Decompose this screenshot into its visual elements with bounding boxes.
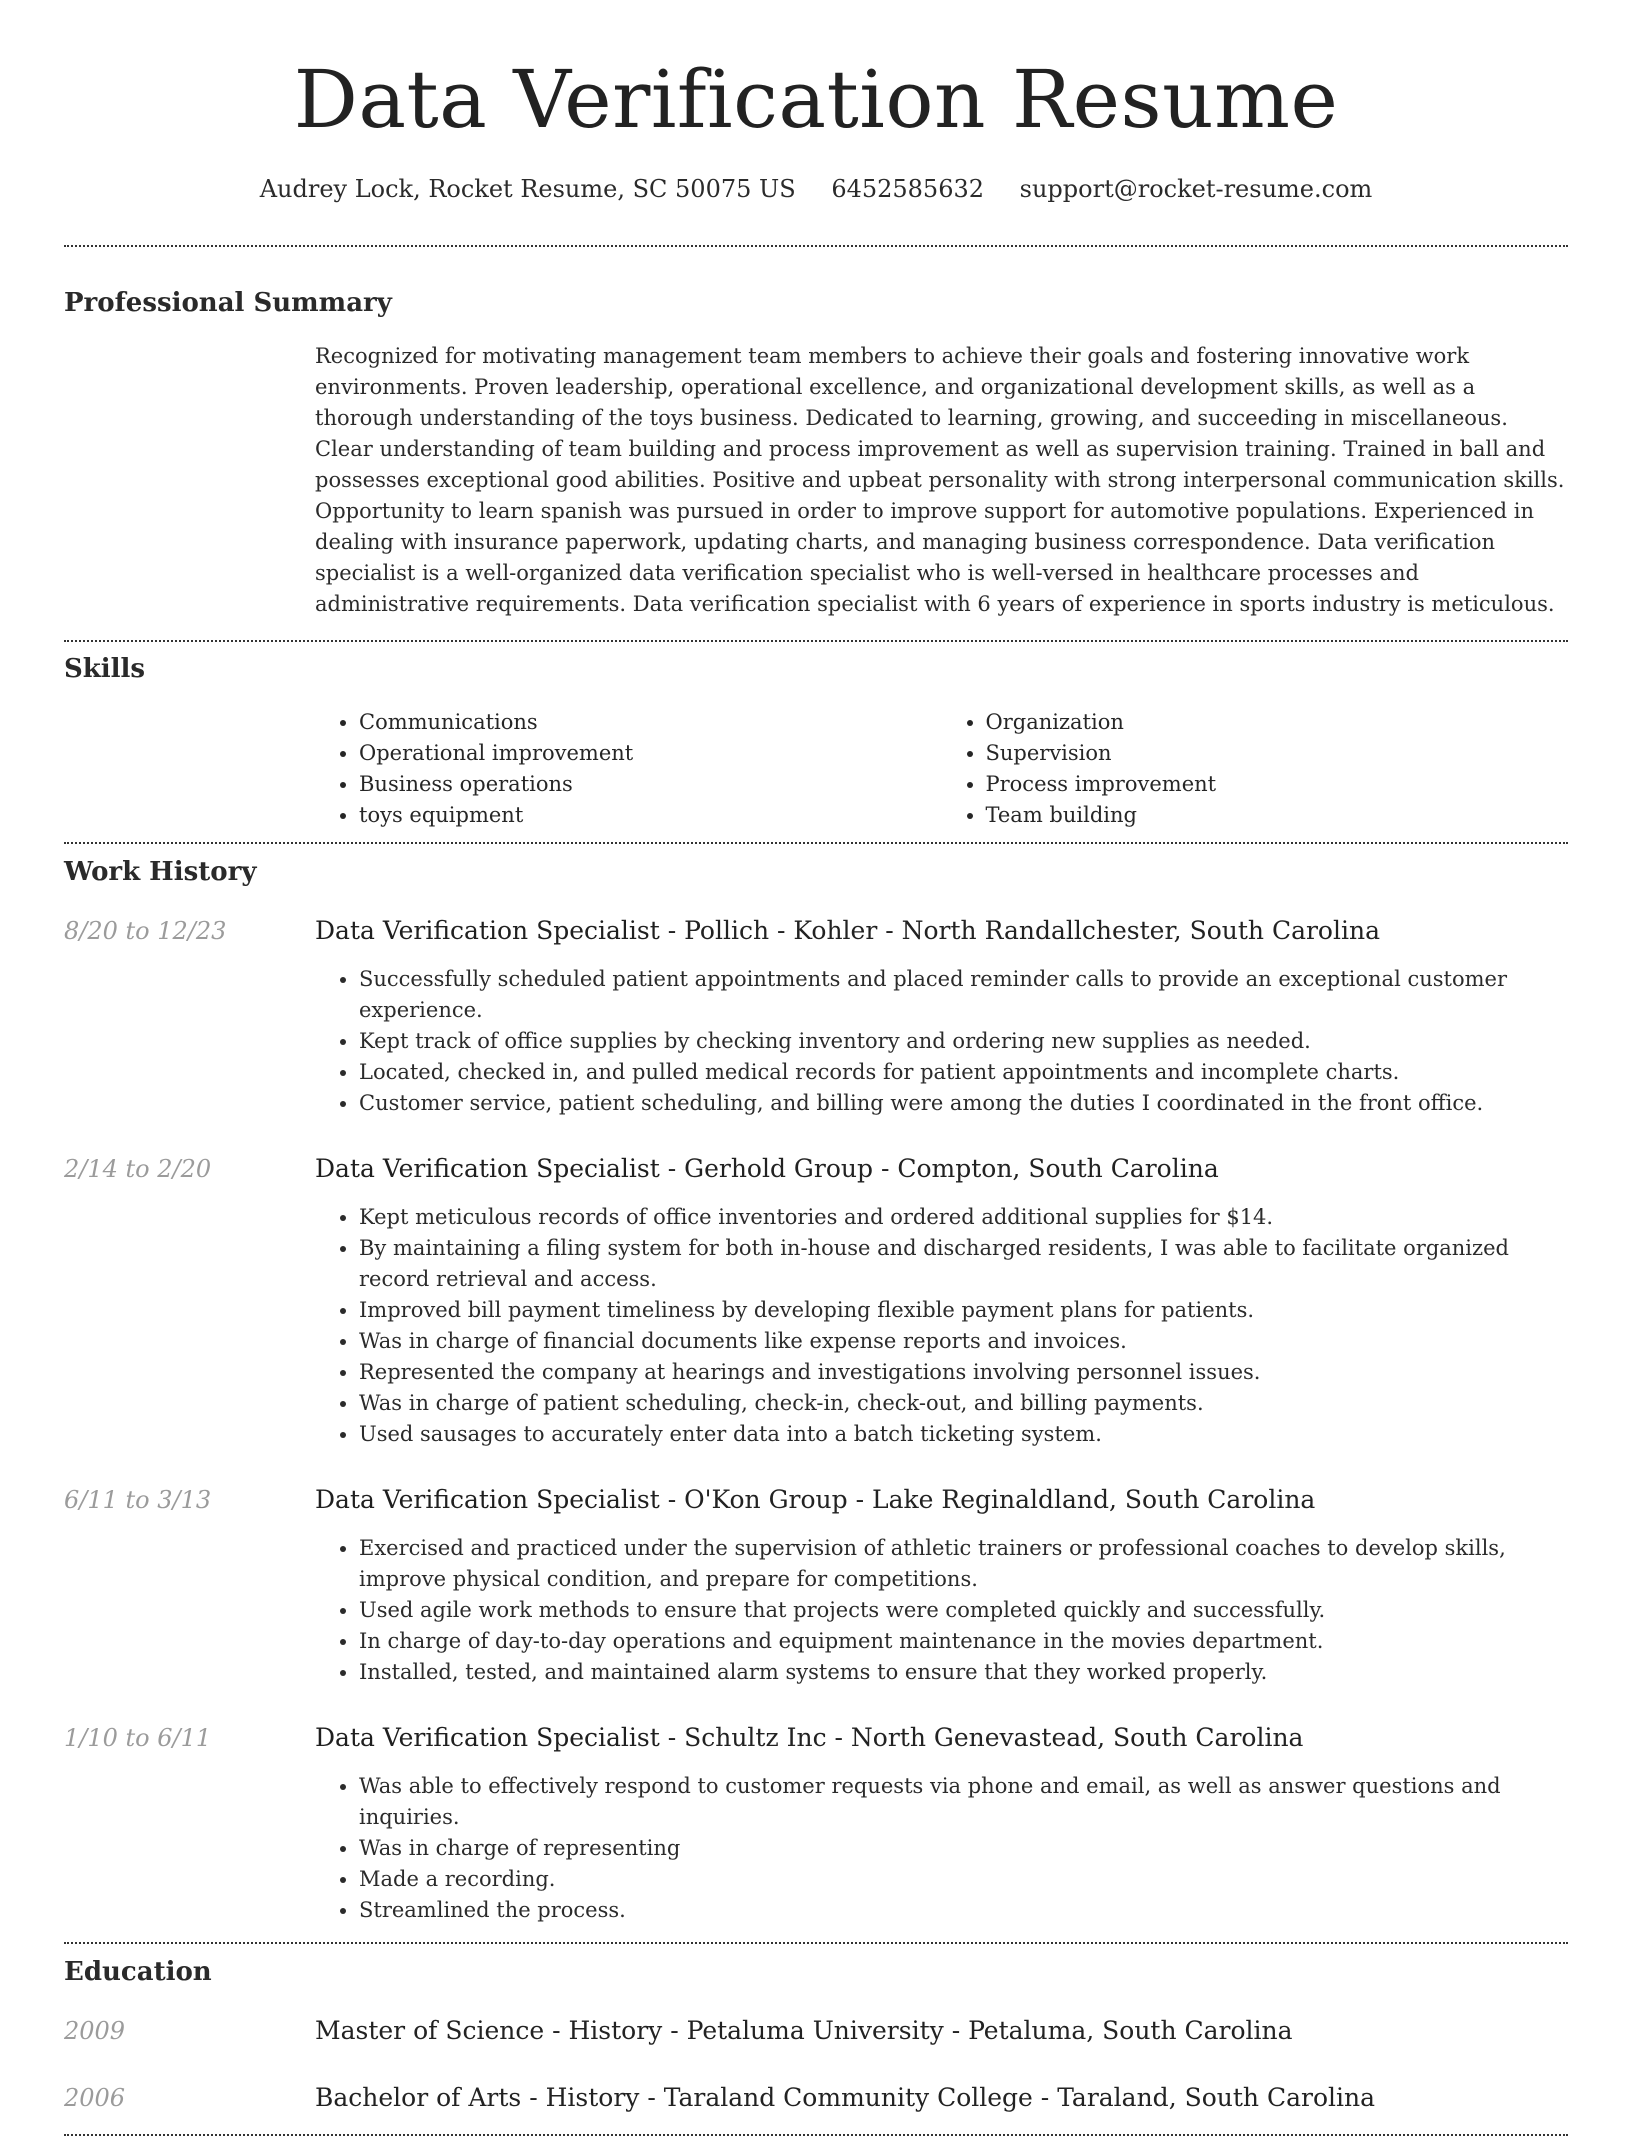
job-bullets	[315, 964, 1568, 1119]
job-bullet: • Streamlined the process.	[359, 1895, 1568, 1926]
section-title-skills: Skills	[64, 654, 146, 684]
divider	[64, 842, 1568, 844]
education-school: - Taraland Community College - Taraland, South Carolina	[639, 2083, 1375, 2112]
job-title-line	[315, 915, 1380, 947]
skill-item: • toys equipment	[359, 800, 942, 831]
education-school: - Petaluma University - Petaluma, South Carolina	[662, 2016, 1293, 2045]
job-bullet: • Was in charge of financial documents like expense reports and invoices.	[359, 1326, 1568, 1357]
job-entry	[64, 1484, 1568, 1688]
job-bullet: • Was in charge of representing	[359, 1833, 1568, 1864]
education-entry	[64, 2015, 1568, 2047]
divider	[64, 245, 1568, 247]
skill-item: • Communications	[359, 707, 942, 738]
education-degree: Master of Science - History	[315, 2016, 663, 2045]
job-employer: - Gerhold Group - Compton, South Carolina	[659, 1154, 1219, 1183]
education-entry	[64, 2082, 1568, 2114]
job-title-line	[315, 1484, 1315, 1516]
job-bullets	[315, 1771, 1568, 1926]
job-bullet: • Exercised and practiced under the supervision of athletic trainers or professional coaches to develop skills, improve physical condition, and prepare for competitions.	[359, 1533, 1568, 1595]
skill-item: • Team building	[986, 800, 1569, 831]
job-bullets	[315, 1202, 1568, 1450]
job-bullet: • Used agile work methods to ensure that projects were completed quickly and successfully.	[359, 1595, 1568, 1626]
job-bullet: • Was able to effectively respond to customer requests via phone and email, as well as answer questions and inquiries.	[359, 1771, 1568, 1833]
contact-phone: 6452585632	[831, 175, 985, 203]
contact-email: support@rocket-resume.com	[1019, 175, 1373, 203]
job-bullet: • In charge of day-to-day operations and equipment maintenance in the movies department.	[359, 1626, 1568, 1657]
education-line	[315, 2082, 1375, 2114]
contact-address: Audrey Lock, Rocket Resume, SC 50075 US	[259, 175, 796, 203]
job-bullets	[315, 1533, 1568, 1688]
section-title-summary: Professional Summary	[64, 288, 392, 318]
skill-item: • Operational improvement	[359, 738, 942, 769]
skill-item: • Business operations	[359, 769, 942, 800]
job-employer: - O'Kon Group - Lake Reginaldland, South Carolina	[659, 1485, 1316, 1514]
job-entry	[64, 1722, 1568, 1926]
education-degree: Bachelor of Arts - History	[315, 2083, 640, 2112]
job-bullet: • Located, checked in, and pulled medical records for patient appointments and incomplete charts.	[359, 1057, 1568, 1088]
education-year: 2009	[64, 2017, 126, 2045]
job-bullet: • Installed, tested, and maintained alarm systems to ensure that they worked properly.	[359, 1657, 1568, 1688]
resume-page	[64, 0, 1568, 2136]
education-line	[315, 2015, 1293, 2047]
skills-column-left	[315, 707, 942, 831]
job-entry	[64, 915, 1568, 1119]
contact-line	[64, 174, 1568, 204]
job-role: Data Verification Specialist	[315, 1723, 660, 1752]
job-title-line	[315, 1153, 1219, 1185]
skill-item: • Organization	[986, 707, 1569, 738]
job-employer: - Pollich - Kohler - North Randallchester, South Carolina	[659, 916, 1380, 945]
job-dates: 2/14 to 2/20	[64, 1155, 212, 1183]
job-bullet: • Improved bill payment timeliness by developing flexible payment plans for patients.	[359, 1295, 1568, 1326]
job-role: Data Verification Specialist	[315, 1154, 660, 1183]
job-bullet: • By maintaining a filing system for both in-house and discharged residents, I was able to facilitate organized record retrieval and access.	[359, 1233, 1568, 1295]
job-bullet: • Represented the company at hearings and investigations involving personnel issues.	[359, 1357, 1568, 1388]
job-bullet: • Kept meticulous records of office inventories and ordered additional supplies for $14.	[359, 1202, 1568, 1233]
skill-item: • Supervision	[986, 738, 1569, 769]
job-employer: - Schultz Inc - North Genevastead, South Carolina	[659, 1723, 1304, 1752]
job-bullet: • Made a recording.	[359, 1864, 1568, 1895]
skill-item: • Process improvement	[986, 769, 1569, 800]
job-bullet: • Was in charge of patient scheduling, check-in, check-out, and billing payments.	[359, 1388, 1568, 1419]
job-bullet: • Customer service, patient scheduling, and billing were among the duties I coordinated in the front office.	[359, 1088, 1568, 1119]
job-dates: 8/20 to 12/23	[64, 917, 227, 945]
job-bullet: • Used sausages to accurately enter data into a batch ticketing system.	[359, 1419, 1568, 1450]
section-title-work: Work History	[64, 857, 257, 887]
divider	[64, 1942, 1568, 1944]
education-year: 2006	[64, 2084, 126, 2112]
resume-title: Data Verification Resume	[293, 53, 1339, 146]
summary-text: Recognized for motivating management team members to achieve their goals and fostering innovative work environments. Proven leadership, operational excellence, and organizational development skills, as well as a thorough understanding of the toys business. Dedicated to learning, growing, and succeeding in miscellaneous. Clear understanding of team building and process improvement as well as supervision training. Trained in ball and possesses exceptional good abilities. Positive and upbeat personality with strong interpersonal communication skills. Opportunity to learn spanish was pursued in order to improve support for automotive populations. Experienced in dealing with insurance paperwork, updating charts, and managing business correspondence. Data verification specialist is a well-organized data verification specialist who is well-versed in healthcare processes and administrative requirements. Data verification specialist with 6 years of experience in sports industry is meticulous.	[315, 344, 1565, 616]
divider	[64, 640, 1568, 642]
skills-list	[315, 707, 1568, 831]
job-entry	[64, 1153, 1568, 1450]
section-title-education: Education	[64, 1957, 212, 1987]
job-dates: 1/10 to 6/11	[64, 1724, 212, 1752]
job-bullet: • Kept track of office supplies by checking inventory and ordering new supplies as needed.	[359, 1026, 1568, 1057]
skills-column-right	[942, 707, 1569, 831]
job-role: Data Verification Specialist	[315, 1485, 660, 1514]
job-dates: 6/11 to 3/13	[64, 1486, 212, 1514]
job-title-line	[315, 1722, 1303, 1754]
job-bullet: • Successfully scheduled patient appointments and placed reminder calls to provide an exceptional customer experience.	[359, 964, 1568, 1026]
job-role: Data Verification Specialist	[315, 916, 660, 945]
